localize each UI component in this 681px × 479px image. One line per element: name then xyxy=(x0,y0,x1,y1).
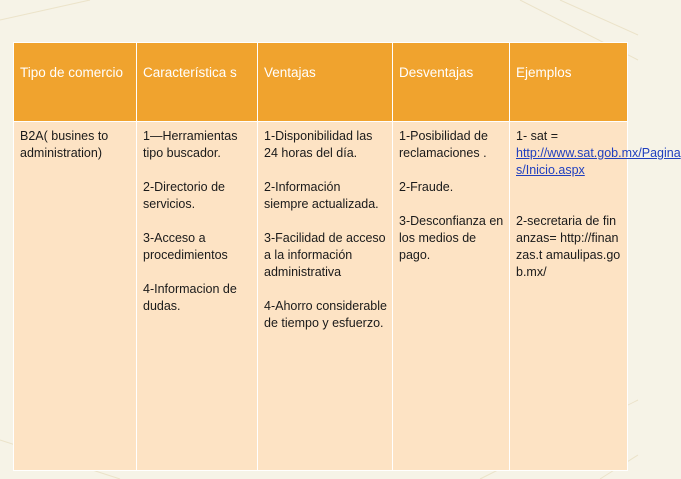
desventaja-item: 2-Fraude. xyxy=(399,180,454,194)
table-header-row xyxy=(14,43,628,122)
ventaja-item: 2-Información siempre actualizada. xyxy=(264,180,379,211)
ejemplo-item-2: 2-secretaria de finanzas= http://finanzas.t amaulipas.gob.mx/ xyxy=(516,214,621,279)
cell-ejemplos xyxy=(510,122,681,471)
ventaja-item: 1-Disponibilidad las 24 horas del día. xyxy=(264,129,373,160)
caracteristica-item: 4-Informacion de dudas. xyxy=(143,282,237,313)
header-desventajas: Desventajas xyxy=(393,43,510,122)
sat-link[interactable]: http://www.sat.gob.mx/Pagina s/Inicio.aspx xyxy=(516,146,681,177)
ejemplo-1-prefix: 1- sat = xyxy=(516,129,559,143)
cell-caracteristicas xyxy=(137,122,258,471)
ventaja-item: 3-Facilidad de acceso a la información administrativa xyxy=(264,231,386,279)
cell-desventajas xyxy=(393,122,510,471)
caracteristica-item: 1—Herramientas tipo buscador. xyxy=(143,129,238,160)
header-ejemplos: Ejemplos xyxy=(510,43,628,122)
cell-ventajas xyxy=(258,122,393,471)
header-caracteristicas: Característica s xyxy=(137,43,258,122)
table-row xyxy=(14,122,628,471)
ventaja-item: 4-Ahorro considerable de tiempo y esfuerzo. xyxy=(264,299,387,330)
caracteristica-item: 3-Acceso a procedimientos xyxy=(143,231,228,262)
ejemplo-item-1 xyxy=(516,128,681,179)
header-tipo: Tipo de comercio xyxy=(14,43,137,122)
caracteristica-item: 2-Directorio de servicios. xyxy=(143,180,225,211)
tipo-text: B2A( busines to administration) xyxy=(20,129,109,160)
header-ventajas: Ventajas xyxy=(258,43,393,122)
desventaja-item: 1-Posibilidad de reclamaciones . xyxy=(399,129,488,160)
comparison-table-container xyxy=(13,42,681,471)
cell-tipo xyxy=(14,122,137,471)
desventaja-item: 3-Desconfianza en los medios de pago. xyxy=(399,214,504,262)
comparison-table xyxy=(13,42,681,471)
